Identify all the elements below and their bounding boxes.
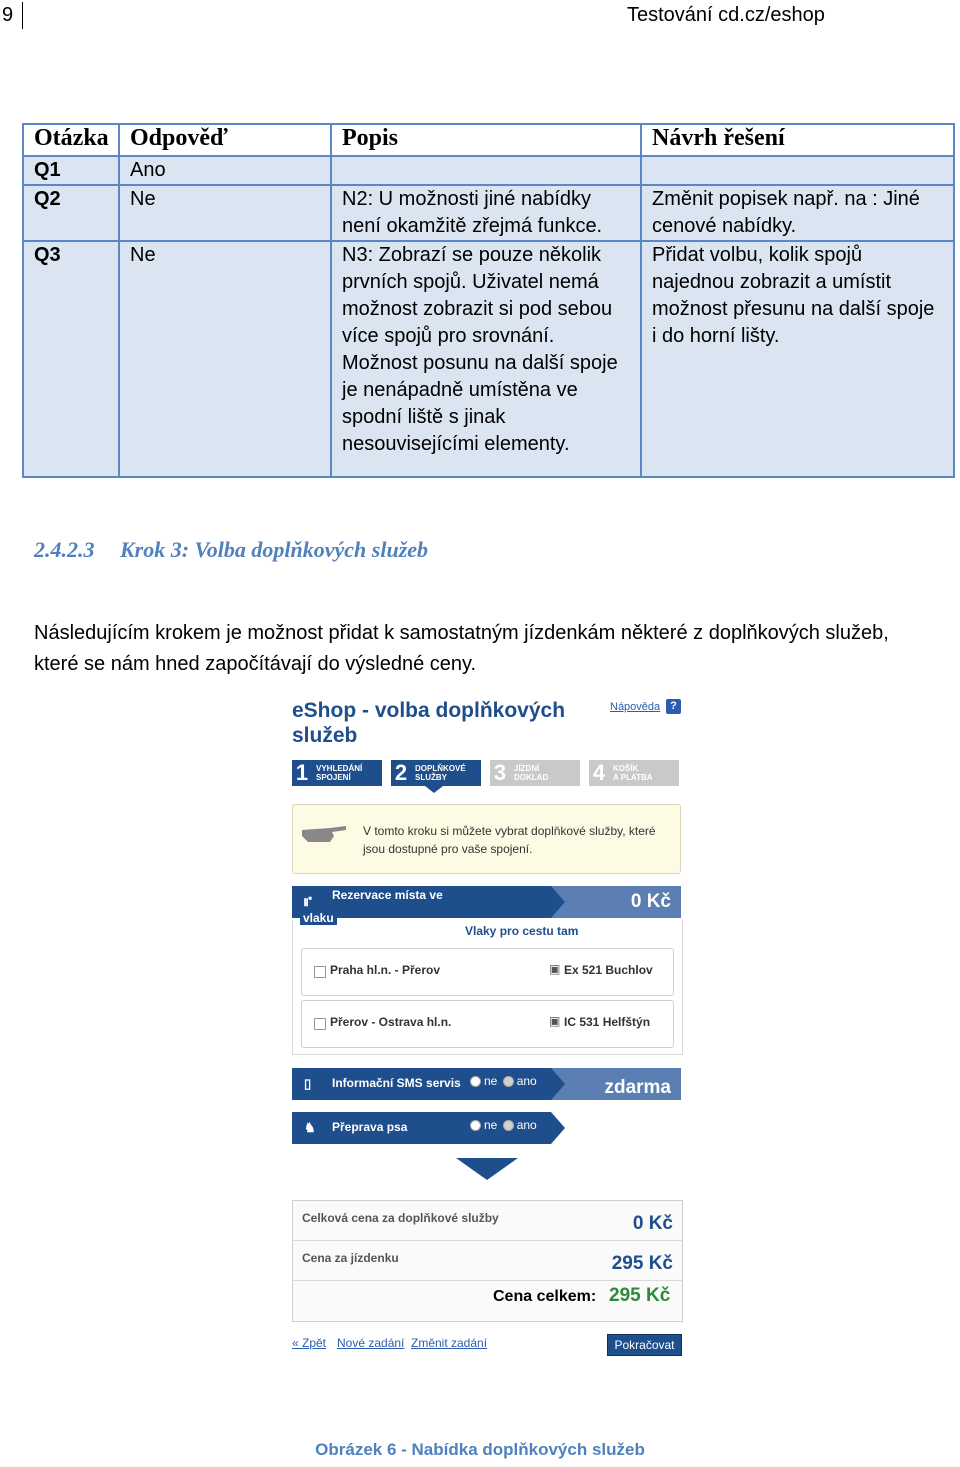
column-header: Odpověď: [119, 124, 331, 156]
info-text: V tomto kroku si můžete vybrat doplňkové služby, které jsou dostupné pro vaše spojení.: [363, 824, 656, 856]
step-number: 2: [394, 760, 408, 785]
sms-panel: [292, 1068, 681, 1100]
table-row: [23, 185, 954, 241]
header-divider: [22, 2, 23, 29]
connection-row: [301, 1000, 674, 1048]
question-cell: Q2: [23, 185, 119, 241]
evaluation-table: [22, 123, 955, 478]
pointing-hand-icon: [300, 820, 348, 846]
dog-radio-group: ne ano: [468, 1118, 537, 1132]
help-link[interactable]: Nápověda: [610, 701, 661, 713]
description-cell: N2: U možnosti jiné nabídky není okamžitě zřejmá funkce.: [331, 185, 641, 241]
step-label: VYHLEDÁNÍ SPOJENÍ: [316, 764, 363, 782]
table-row: [23, 241, 954, 477]
step-label: DOPLŇKOVÉ SLUŽBY: [415, 764, 466, 782]
connection-checkbox[interactable]: [314, 966, 326, 978]
active-step-pointer: [425, 786, 443, 793]
solution-cell: [641, 156, 954, 185]
figure-caption: Obrázek 6 - Nabídka doplňkových služeb: [315, 1440, 645, 1459]
question-cell: Q3: [23, 241, 119, 477]
sms-title: Informační SMS servis: [332, 1076, 461, 1090]
step-label: JÍZDNÍ DOKLAD: [514, 764, 549, 782]
step-2[interactable]: [391, 760, 481, 786]
reservation-price: 0 Kč: [630, 891, 671, 912]
ticket-price-value: 295 Kč: [611, 1253, 673, 1274]
dog-panel: [292, 1112, 681, 1144]
column-header: Otázka: [23, 124, 119, 156]
description-cell: N3: Zobrazí se pouze několik prvních spojů. Uživatel nemá možnost zobrazit si pod sebou více spojů pro srovnání. Možnost posunu na další spoje je nenápadně umístěna ve spodní liště s jinak nesouvisejícími elementy.: [331, 241, 641, 477]
dog-title: Přeprava psa: [332, 1120, 408, 1134]
step-number: 3: [493, 760, 507, 785]
train-icon: ▣: [549, 962, 561, 976]
total-value: 295 Kč: [609, 1285, 671, 1306]
step-3: [490, 760, 580, 786]
sms-yes-radio[interactable]: [503, 1076, 514, 1087]
services-total-value: 0 Kč: [632, 1213, 673, 1234]
change-search-link[interactable]: Změnit zadání: [411, 1336, 488, 1350]
connection-route: Praha hl.n. - Přerov: [330, 963, 441, 977]
new-search-link[interactable]: Nové zadání: [337, 1336, 405, 1350]
step-4: [589, 760, 679, 786]
step-number: 1: [295, 760, 309, 785]
help-icon[interactable]: ?: [666, 699, 681, 714]
dog-no-radio[interactable]: [470, 1120, 481, 1131]
phone-icon: ▯: [304, 1076, 312, 1091]
down-arrow-icon: [456, 1158, 518, 1180]
dog-yes-radio[interactable]: [503, 1120, 514, 1131]
table-header-row: [23, 124, 954, 156]
body-paragraph: Následujícím krokem je možnost přidat k samostatným jízdenkám některé z doplňkových služeb, které se nám hned započítávají do výsledné ceny.: [34, 622, 889, 675]
description-cell: [331, 156, 641, 185]
train-icon: ▣: [549, 1014, 561, 1028]
connection-train: Ex 521 Buchlov: [564, 963, 653, 977]
total-label: Cena celkem:: [493, 1288, 597, 1305]
back-link[interactable]: « Zpět: [292, 1336, 327, 1350]
services-total-label: Celková cena za doplňkové služby: [302, 1211, 499, 1225]
step-1[interactable]: [292, 760, 382, 786]
section-number: 2.4.2.3: [34, 537, 95, 562]
sms-price: zdarma: [604, 1077, 671, 1098]
connection-row: [301, 948, 674, 996]
question-cell: Q1: [23, 156, 119, 185]
page-number: 9: [2, 4, 14, 26]
column-header: Popis: [331, 124, 641, 156]
section-title: Krok 3: Volba doplňkových služeb: [120, 537, 429, 562]
header-title: Testování cd.cz/eshop: [627, 4, 825, 26]
solution-cell: Změnit popisek např. na : Jiné cenové nabídky.: [641, 185, 954, 241]
eshop-title: eShop - volba doplňkových služeb: [292, 699, 566, 747]
seat-icon: ⑈: [304, 894, 312, 909]
reservation-panel-header: [292, 886, 681, 918]
column-header: Návrh řešení: [641, 124, 954, 156]
reservation-title: Rezervace místa ve: [332, 888, 443, 902]
continue-button[interactable]: Pokračovat: [607, 1334, 682, 1356]
step-number: 4: [592, 760, 606, 785]
sms-no-radio[interactable]: [470, 1076, 481, 1087]
reservation-subtitle: Vlaky pro cestu tam: [465, 924, 579, 938]
answer-cell: Ano: [119, 156, 331, 185]
answer-cell: Ne: [119, 241, 331, 477]
ticket-price-label: Cena za jízdenku: [302, 1251, 399, 1265]
reservation-title-line2: vlaku: [300, 911, 337, 925]
answer-cell: Ne: [119, 185, 331, 241]
step-label: KOŠÍK A PLATBA: [613, 764, 653, 782]
solution-cell: Přidat volbu, kolik spojů najednou zobrazit a umístit možnost přesunu na další spoje i do horní lišty.: [641, 241, 954, 477]
table-row: [23, 156, 954, 185]
sms-radio-group: ne ano: [468, 1074, 537, 1088]
connection-route: Přerov - Ostrava hl.n.: [330, 1015, 452, 1029]
connection-train: IC 531 Helfštýn: [564, 1015, 651, 1029]
connection-checkbox[interactable]: [314, 1018, 326, 1030]
dog-icon: ♞: [304, 1120, 316, 1135]
